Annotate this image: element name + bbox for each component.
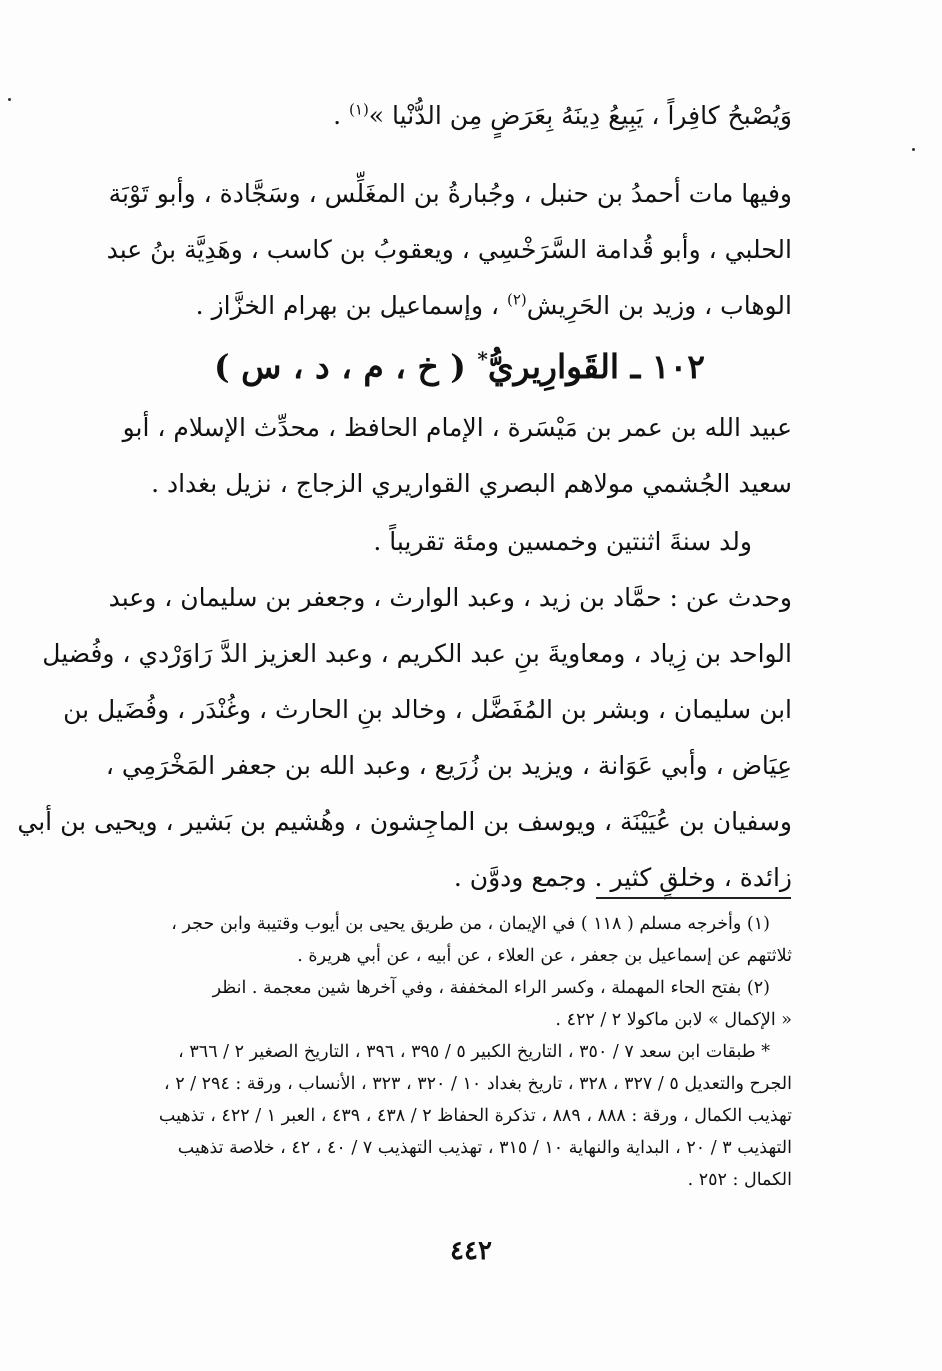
entry-name: القَوارِيريُّ <box>487 347 620 386</box>
paragraph-line: الواحد بن زِياد ، ومعاويةَ بنِ عبد الكريم ، وعبد العزيز الدَّ رَاوَرْدي ، وفُضيل <box>42 639 792 668</box>
footnote-line: التهذيب ٣ / ٢٠ ، البداية والنهاية ١٠ / ٣١٥ ، تهذيب التهذيب ٧ / ٤٠ ، ٤٢ ، خلاصة تذهيب <box>177 1138 792 1158</box>
paragraph-line: وفيها مات أحمدُ بن حنبل ، وجُبارةُ بن المغَلِّس ، وسَجَّادة ، وأبو تَوْبَة <box>108 179 792 208</box>
deaths-paragraph <box>106 166 792 334</box>
footnote-line: ثلاثتهم عن إسماعيل بن جعفر ، عن العلاء ، عن أبيه ، عن أبي هريرة . <box>297 946 792 966</box>
line-end: . <box>333 101 350 130</box>
sources-marker: * <box>477 347 488 371</box>
footnote-line: الجرح والتعديل ٥ / ٣٢٧ ، ٣٢٨ ، تاريخ بغداد ١٠ / ٣٢٠ ، ٣٢٣ ، الأنساب ، ورقة : ٢٩٤ / ٢ ، <box>164 1074 792 1094</box>
continuation-paragraph <box>127 88 792 144</box>
footnote-divider <box>596 897 791 899</box>
entry-number: ١٠٢ ـ <box>619 347 705 386</box>
footnotes-section <box>127 908 792 1196</box>
footnote-line: « الإكمال » لابن ماكولا ٢ / ٤٢٢ . <box>555 1010 792 1030</box>
paragraph-line: سعيد الجُشمي مولاهم البصري القواريري الزجاج ، نزيل بغداد . <box>151 469 792 498</box>
scan-speck <box>8 98 11 101</box>
paragraph-line: وحدث عن : حمَّاد بن زيد ، وعبد الوارث ، وجعفر بن سليمان ، وعبد <box>108 583 792 612</box>
sources-footnote <box>127 1036 792 1196</box>
footnote-line: الكمال : ٢٥٢ . <box>687 1170 792 1190</box>
paragraph-line: عبيد الله بن عمر بن مَيْسَرة ، الإمام الحافظ ، محدِّث الإسلام ، أبو <box>122 413 792 442</box>
line-text: الوهاب ، وزيد بن الحَرِيش <box>526 291 792 320</box>
footnote-line: (١) وأخرجه مسلم ( ١١٨ ) في الإيمان ، من طريق يحيى بن أيوب وقتيبة وابن حجر ، <box>171 914 770 934</box>
paragraph-line: ولد سنةَ اثنتين وخمسين ومئة تقريباً . <box>373 527 752 556</box>
footnote-line: * طبقات ابن سعد ٧ / ٣٥٠ ، التاريخ الكبير ٥ / ٣٩٥ ، ٣٩٦ ، التاريخ الصغير ٢ / ٣٦٦ ، <box>178 1042 770 1062</box>
name-paragraph <box>122 400 792 512</box>
footnote-ref-2[interactable]: (٢) <box>507 290 527 309</box>
paragraph-line: زائدة ، وخلقٍ كثير . وجمع ودوَّن . <box>453 863 792 892</box>
born-paragraph <box>127 514 792 570</box>
paragraph-line: عِيَاض ، وأبي عَوَانة ، ويزيد بن زُرَيع ، وعبد الله بن جعفر المَخْرَمِي ، <box>105 751 792 780</box>
scan-speck <box>912 148 915 151</box>
paragraph-line: الحلبي ، وأبو قُدامة السَّرَخْسِي ، ويعقوبُ بن كاسب ، وهَدِيَّة بنُ عبد <box>106 235 792 264</box>
paragraph-line: وسفيان بن عُيَيْنَة ، ويوسف بن الماجِشون ، وهُشيم بن بَشير ، ويحيى بن أبي <box>17 807 792 836</box>
footnote-ref-1[interactable]: (١) <box>349 100 369 119</box>
entry-heading <box>127 343 792 391</box>
footnote-line: تهذيب الكمال ، ورقة : ٨٨٨ ، ٨٨٩ ، تذكرة الحفاظ ٢ / ٤٣٨ ، ٤٣٩ ، العبر ١ / ٤٢٢ ، تذهيب <box>158 1106 792 1126</box>
footnote-line: (٢) بفتح الحاء المهملة ، وكسر الراء المخففة ، وفي آخرها شين معجمة . انظر <box>212 978 770 998</box>
paragraph-line <box>127 88 792 144</box>
footnote-1 <box>127 908 792 972</box>
paragraph-line <box>127 278 792 334</box>
paragraph-line: ابن سليمان ، وبشر بن المُفَضَّل ، وخالد بنِ الحارث ، وغُنْدَر ، وفُضَيل بن <box>63 695 792 724</box>
line-text: ، وإسماعيل بن بهرام الخزَّاز . <box>195 291 507 320</box>
entry-codes: ( خ ، م ، د ، س ) <box>214 347 478 386</box>
page-number: ٤٤٢ <box>450 1236 492 1266</box>
narrated-paragraph <box>17 570 792 906</box>
line-text: وَيُصْبحُ كافِراً ، يَبِيعُ دِينَهُ بِعَرَضٍ مِن الدُّنْيا » <box>368 101 792 130</box>
footnote-2 <box>127 972 792 1036</box>
